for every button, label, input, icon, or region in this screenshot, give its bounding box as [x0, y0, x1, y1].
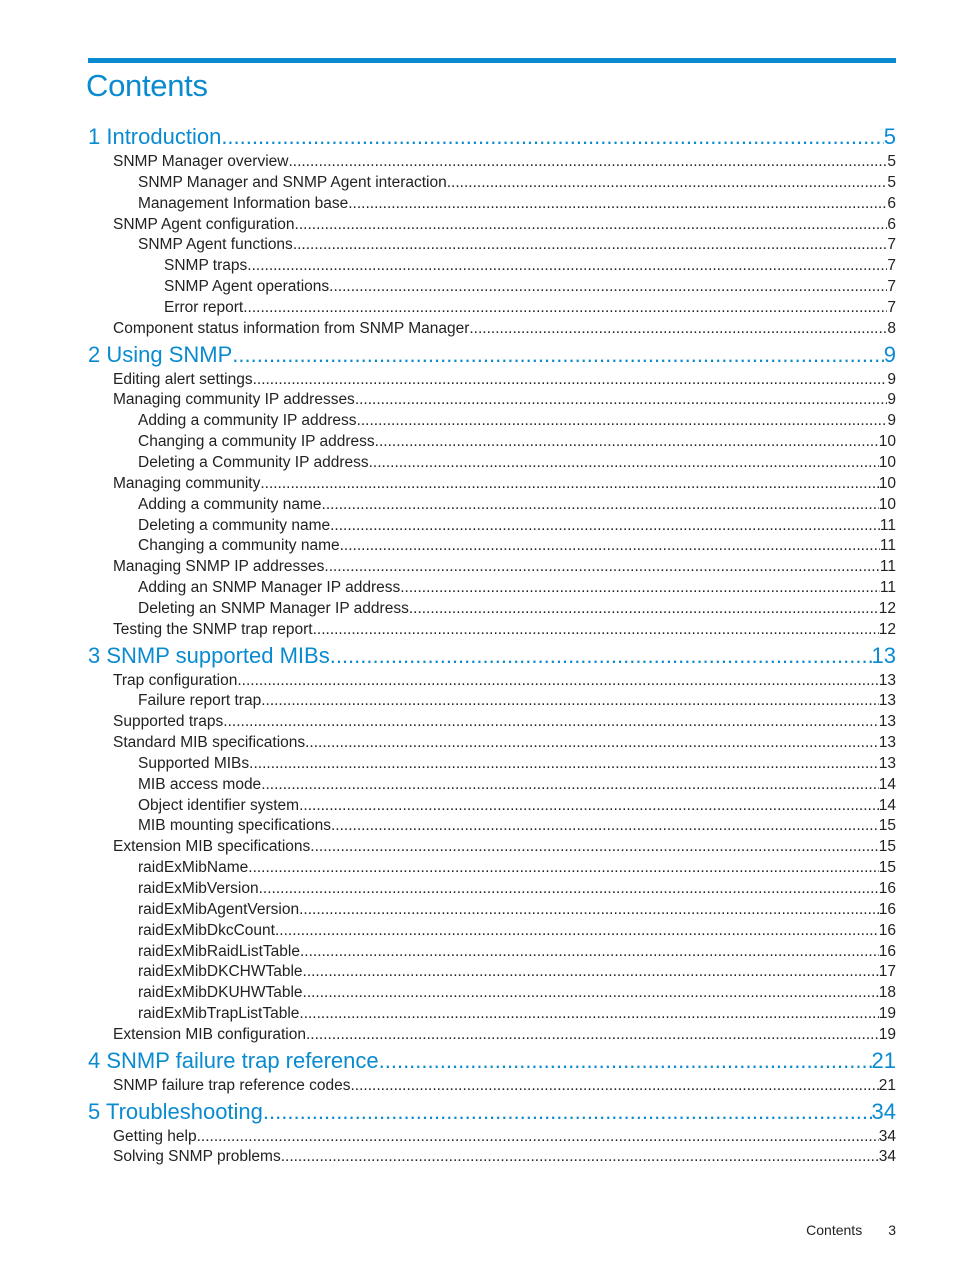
toc-page-number: 21 [878, 1076, 896, 1094]
toc-entry-title: Editing alert settings [113, 370, 253, 388]
toc-entry-link[interactable] [88, 599, 896, 620]
toc-page-number: 10 [878, 453, 896, 471]
toc-entry-link[interactable] [88, 557, 896, 578]
toc-entry-link[interactable] [88, 215, 896, 236]
toc-entry-title: 5 Troubleshooting [88, 1098, 263, 1124]
toc-entry-title: SNMP Agent configuration [113, 215, 295, 233]
toc-entry-link[interactable] [88, 754, 896, 775]
dot-leader [197, 1127, 879, 1148]
toc-page-number: 6 [887, 215, 896, 233]
toc-entry-title: Supported MIBs [138, 754, 250, 772]
toc-page-number: 21 [871, 1047, 896, 1073]
toc-entry-title: Getting help [113, 1127, 197, 1145]
dot-leader [340, 536, 880, 557]
toc-page-number: 19 [878, 1005, 896, 1023]
footer-page-number: 3 [888, 1222, 896, 1238]
toc-page-number: 13 [878, 692, 896, 710]
dot-leader [303, 962, 879, 983]
toc-entry-title: 3 SNMP supported MIBs [88, 642, 330, 668]
toc-entry-link[interactable] [88, 900, 896, 921]
toc-entry-link[interactable] [88, 733, 896, 754]
dot-leader [232, 340, 883, 370]
toc-entry-title: raidExMibDKUHWTable [138, 984, 303, 1002]
toc-entry-title: Deleting a Community IP address [138, 453, 369, 471]
toc-page-number: 16 [878, 880, 896, 897]
toc-entry-title: SNMP Agent operations [164, 278, 330, 296]
toc-entry-title: raidExMibDKCHWTable [138, 963, 303, 981]
toc-entry-title: SNMP Agent functions [138, 236, 293, 254]
dot-leader [295, 215, 888, 236]
toc-page-number: 12 [878, 599, 896, 617]
toc-entry-link[interactable] [88, 194, 896, 215]
dot-leader [306, 1025, 879, 1046]
dot-leader [330, 516, 880, 537]
toc-entry-link[interactable] [88, 453, 896, 474]
toc-entry-link[interactable] [88, 691, 896, 712]
dot-leader [351, 1076, 879, 1097]
dot-leader [275, 921, 879, 942]
toc-entry-title: Trap configuration [113, 671, 238, 689]
toc-page-number: 16 [878, 900, 896, 918]
toc-entry-title: Adding an SNMP Manager IP address [138, 579, 401, 597]
toc-entry-link[interactable] [88, 536, 896, 557]
toc-page-number: 9 [887, 412, 896, 430]
dot-leader [281, 1147, 879, 1168]
toc-entry-title: Management Information base [138, 194, 349, 212]
dot-leader [263, 1097, 872, 1127]
toc-chapter-link[interactable] [88, 1046, 896, 1076]
dot-leader [409, 599, 879, 620]
toc-entry-link[interactable] [88, 942, 896, 963]
toc-entry-title: SNMP Manager overview [113, 153, 289, 170]
dot-leader [293, 235, 888, 256]
toc-entry-title: Managing community [113, 474, 261, 492]
toc-entry-title: Deleting a community name [138, 516, 331, 534]
toc-page-number: 5 [887, 173, 896, 191]
toc-entry-title: Managing community IP addresses [113, 391, 355, 409]
toc-entry-title: Error report [164, 298, 244, 316]
toc-page-number: 13 [878, 734, 896, 752]
dot-leader [243, 298, 887, 319]
toc-page-number: 5 [883, 124, 896, 149]
toc-entry-link[interactable] [88, 390, 896, 411]
dot-leader [400, 578, 880, 599]
dot-leader [299, 1004, 878, 1025]
toc-entry-link[interactable] [88, 921, 896, 942]
footer-section-label: Contents [806, 1222, 863, 1238]
toc-page-number: 9 [887, 391, 896, 409]
dot-leader [330, 641, 872, 671]
toc-page-number: 11 [879, 537, 896, 555]
toc-entry-link[interactable] [88, 1147, 896, 1168]
toc-entry-link[interactable] [88, 671, 896, 692]
toc-entry-title: Object identifier system [138, 796, 300, 814]
dot-leader [221, 122, 883, 152]
toc-entry-link[interactable] [88, 256, 896, 277]
dot-leader [259, 879, 879, 900]
toc-page-number: 15 [878, 817, 896, 835]
toc-page-number: 15 [878, 838, 896, 856]
toc-entry-link[interactable] [88, 578, 896, 599]
table-of-contents [88, 122, 896, 1168]
toc-entry-link[interactable] [88, 298, 896, 319]
dot-leader [310, 837, 878, 858]
toc-entry-link[interactable] [88, 1004, 896, 1025]
toc-entry-title: SNMP Manager and SNMP Agent interaction [138, 173, 447, 191]
toc-entry-title: Adding a community IP address [138, 412, 357, 430]
dot-leader [300, 942, 879, 963]
dot-leader [322, 495, 879, 516]
dot-leader [299, 900, 879, 921]
toc-page-number: 13 [878, 713, 896, 731]
toc-page-number: 7 [887, 257, 896, 275]
toc-page-number: 10 [878, 495, 896, 513]
page-title: Contents [86, 68, 208, 103]
toc-entry-link[interactable] [88, 837, 896, 858]
toc-page-number: 14 [878, 775, 896, 793]
toc-entry-link[interactable] [88, 816, 896, 837]
toc-entry-link[interactable] [88, 235, 896, 256]
dot-leader [375, 432, 879, 453]
toc-page-number: 18 [878, 984, 896, 1002]
dot-leader [248, 858, 878, 879]
toc-entry-title: Standard MIB specifications [113, 734, 306, 752]
toc-chapter-link[interactable] [88, 1097, 896, 1127]
dot-leader [329, 277, 887, 298]
dot-leader [249, 754, 879, 775]
toc-entry-title: raidExMibVersion [138, 880, 259, 897]
toc-entry-link[interactable] [88, 1025, 896, 1046]
toc-entry-title: raidExMibAgentVersion [138, 900, 300, 918]
toc-entry-title: 4 SNMP failure trap reference [88, 1047, 379, 1073]
dot-leader [261, 775, 879, 796]
toc-entry-link[interactable] [88, 712, 896, 733]
toc-entry-title: Component status information from SNMP Manager [113, 319, 470, 337]
dot-leader [261, 691, 879, 712]
toc-page-number: 7 [887, 278, 896, 296]
toc-entry-title: Managing SNMP IP addresses [113, 558, 325, 576]
dot-leader [379, 1046, 872, 1076]
toc-page-number: 34 [878, 1127, 896, 1145]
toc-entry-title: Solving SNMP problems [113, 1148, 281, 1166]
toc-page-number: 34 [878, 1148, 896, 1166]
toc-entry-title: SNMP traps [164, 257, 248, 275]
dot-leader [324, 557, 880, 578]
toc-page-number: 10 [878, 474, 896, 492]
dot-leader [299, 796, 879, 817]
toc-entry-title: raidExMibRaidListTable [138, 942, 300, 960]
toc-entry-link[interactable] [88, 370, 896, 391]
toc-entry-link[interactable] [88, 474, 896, 495]
toc-page-number: 13 [878, 671, 896, 689]
toc-page-number: 19 [878, 1025, 896, 1043]
toc-entry-link[interactable] [88, 775, 896, 796]
toc-entry-link[interactable] [88, 411, 896, 432]
toc-page-number: 10 [878, 433, 896, 451]
page-footer [806, 1222, 896, 1238]
toc-page-number: 9 [883, 341, 896, 367]
toc-entry-link[interactable] [88, 1127, 896, 1148]
toc-page-number: 16 [878, 921, 896, 939]
toc-chapter-link[interactable] [88, 122, 896, 152]
toc-entry-title: Deleting an SNMP Manager IP address [138, 599, 409, 617]
dot-leader [331, 816, 879, 837]
toc-entry-link[interactable] [88, 858, 896, 879]
dot-leader [355, 390, 888, 411]
toc-page-number: 11 [879, 579, 896, 597]
toc-entry-link[interactable] [88, 277, 896, 298]
toc-entry-title: raidExMibName [138, 859, 249, 877]
toc-entry-title: Supported traps [113, 713, 224, 731]
toc-entry-title: raidExMibTrapListTable [138, 1005, 300, 1023]
dot-leader [447, 173, 888, 194]
toc-entry-title: MIB access mode [138, 775, 262, 793]
toc-page-number: 14 [878, 796, 896, 814]
toc-entry-link[interactable] [88, 495, 896, 516]
dot-leader [253, 370, 888, 391]
toc-page-number: 34 [871, 1098, 896, 1124]
toc-page-number: 7 [887, 236, 896, 254]
dot-leader [357, 411, 888, 432]
toc-entry-title: Extension MIB configuration [113, 1025, 306, 1043]
dot-leader [237, 671, 878, 692]
toc-page-number: 16 [878, 942, 896, 960]
toc-page-number: 17 [878, 963, 896, 981]
toc-entry-link[interactable] [88, 879, 896, 900]
toc-page-number: 11 [879, 558, 896, 576]
dot-leader [348, 194, 887, 215]
toc-page-number: 12 [878, 620, 896, 638]
toc-entry-link[interactable] [88, 432, 896, 453]
toc-entry-title: Adding a community name [138, 495, 322, 513]
toc-page-number: 9 [887, 370, 896, 388]
toc-page-number: 6 [887, 194, 896, 212]
toc-entry-link[interactable] [88, 1076, 896, 1097]
dot-leader [247, 256, 887, 277]
header-rule [88, 58, 896, 63]
toc-page-number: 13 [871, 642, 896, 668]
toc-entry-title: raidExMibDkcCount [138, 921, 275, 939]
toc-page-number: 11 [879, 516, 896, 534]
toc-entry-link[interactable] [88, 962, 896, 983]
toc-entry-title: Changing a community IP address [138, 433, 375, 451]
dot-leader [288, 152, 887, 173]
toc-entry-title: SNMP failure trap reference codes [113, 1076, 351, 1094]
toc-entry-title: 2 Using SNMP [88, 341, 233, 367]
toc-page-number: 7 [887, 298, 896, 316]
toc-page-number: 13 [878, 754, 896, 772]
toc-entry-title: Testing the SNMP trap report [113, 620, 313, 638]
toc-entry-link[interactable] [88, 152, 896, 173]
toc-entry-link[interactable] [88, 983, 896, 1004]
toc-entry-title: Changing a community name [138, 537, 340, 555]
toc-page-number: 5 [887, 153, 896, 170]
toc-page-number: 15 [878, 859, 896, 877]
toc-page-number: 8 [887, 319, 896, 337]
dot-leader [223, 712, 878, 733]
dot-leader [305, 733, 879, 754]
toc-entry-link[interactable] [88, 796, 896, 817]
toc-entry-link[interactable] [88, 620, 896, 641]
toc-entry-link[interactable] [88, 516, 896, 537]
toc-chapter-link[interactable] [88, 641, 896, 671]
dot-leader [260, 474, 878, 495]
dot-leader [369, 453, 879, 474]
toc-entry-link[interactable] [88, 319, 896, 340]
toc-entry-title: 1 Introduction [88, 124, 222, 149]
dot-leader [303, 983, 879, 1004]
dot-leader [313, 620, 879, 641]
toc-entry-title: Failure report trap [138, 692, 262, 710]
toc-entry-title: Extension MIB specifications [113, 838, 311, 856]
toc-entry-link[interactable] [88, 173, 896, 194]
dot-leader [469, 319, 887, 340]
toc-chapter-link[interactable] [88, 340, 896, 370]
toc-entry-title: MIB mounting specifications [138, 817, 331, 835]
